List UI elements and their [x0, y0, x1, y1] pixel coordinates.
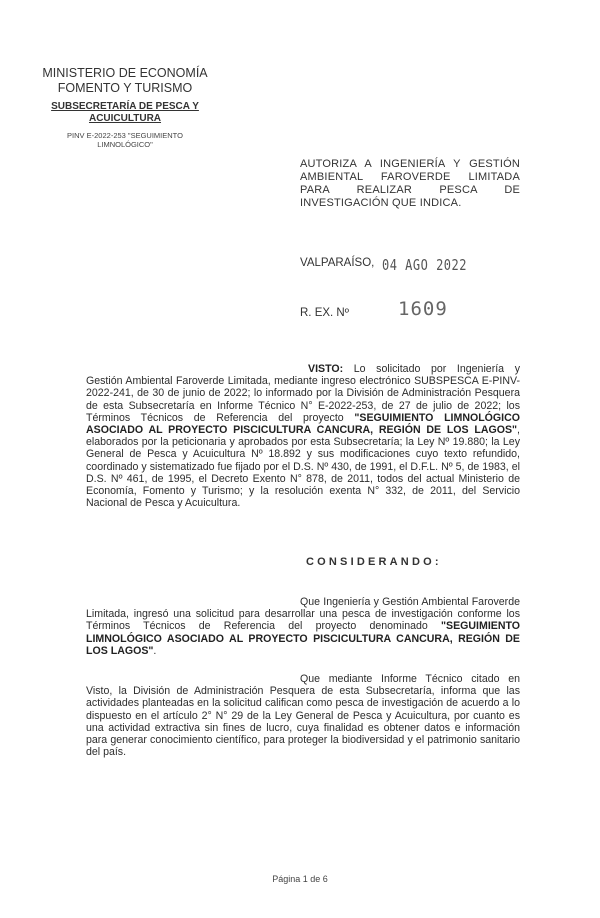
reference-line1: PINV E-2022-253 "SEGUIMIENTO [67, 131, 183, 140]
visto-label: VISTO: [308, 363, 344, 375]
resolution-title-line1: AUTORIZA A INGENIERÍA Y GESTIÓN [300, 158, 520, 170]
ministry-name-line1: MINISTERIO DE ECONOMÍA [42, 66, 208, 80]
subsecretaria-line2: ACUICULTURA [88, 113, 162, 124]
resolution-title-line3: PARA REALIZAR PESCA DE [300, 184, 520, 196]
page-number: Página 1 de 6 [272, 874, 328, 884]
visto-paragraph [86, 363, 520, 509]
considerando-p1-lead: Que Ingeniería y Gestión Ambiental Faroverde Limitada, ingresó una solicitud para desarrollar una pesca de investigación conforme los Términos Técnicos de Referencia del proyecto denominado [86, 596, 520, 633]
considerando-p2-text: Que mediante Informe Técnico citado en Visto, la División de Administración Pesquera de esta Subsecretaría, informa que las actividades planteadas en la solicitud califican como pesca de investigación de acuerdo a lo dispuesto en el artículo 2° N° 29 de la Ley General de Pesca y Acuicultura, por cuanto es una actividad extractiva sin fines de lucro, cuya finalidad es obtener datos e información para generar conocimiento científico, para proteger la biodiversidad y el patrimonio sanitario del país. [86, 673, 520, 759]
considerando-heading: CONSIDERANDO: [306, 556, 442, 568]
place-label: VALPARAÍSO, [300, 257, 375, 269]
resolution-number-stamp: 1609 [398, 298, 448, 320]
considerando-paragraph-1 [86, 596, 520, 657]
resolution-number-label: R. EX. Nº [300, 307, 349, 319]
resolution-title-line4: INVESTIGACIÓN QUE INDICA. [300, 197, 462, 209]
considerando-paragraph-2 [86, 673, 520, 758]
date-stamp: 04 AGO 2022 [382, 256, 467, 274]
subsecretaria-line1: SUBSECRETARÍA DE PESCA Y [51, 101, 199, 112]
visto-lead-text: Lo solicitado por Ingeniería y Gestión Ambiental Faroverde Limitada, mediante ingreso electrónico SUBSPESCA E-PINV-2022-241, de 30 de junio de 2022; lo informado por la División de Administración Pesquera de esta Subsecretaría en Informe Técnico N° E-2022-253, de 27 de julio de 2022; los Términos Técnicos de Referencia del proyecto [86, 363, 520, 424]
considerando-p1-project-name: "SEGUIMIENTO LIMNOLÓGICO ASOCIADO AL PROYECTO PISCICULTURA CANCURA, REGIÓN DE LOS LAGOS" [86, 620, 520, 657]
reference-line2: LIMNOLÓGICO" [97, 140, 153, 149]
resolution-title-line2: AMBIENTAL FAROVERDE LIMITADA [300, 171, 520, 183]
visto-project-name: "SEGUIMIENTO LIMNOLÓGICO ASOCIADO AL PROYECTO PISCICULTURA CANCURA, REGIÓN DE LOS LAGOS" [86, 411, 520, 437]
ministry-name-line2: FOMENTO Y TURISMO [57, 81, 193, 95]
visto-rest-text: , elaborados por la peticionaria y aprobados por esta Subsecretaría; la Ley Nº 19.880; la Ley General de Pesca y Acuicultura Nº 18.892 y sus modificaciones cuyo texto refundido, coordinado y sistematizado fue fijado por el D.S. Nº 430, de 1991, el D.F.L. Nº 5, de 1983, el D.S. Nº 461, de 1995, el Decreto Exento N° 878, de 2011, todos del actual Ministerio de Economía, Fomento y Turismo; y la resolución exenta N° 332, de 2011, del Servicio Nacional de Pesca y Acuicultura. [86, 424, 520, 510]
considerando-p1-end: . [153, 644, 157, 657]
